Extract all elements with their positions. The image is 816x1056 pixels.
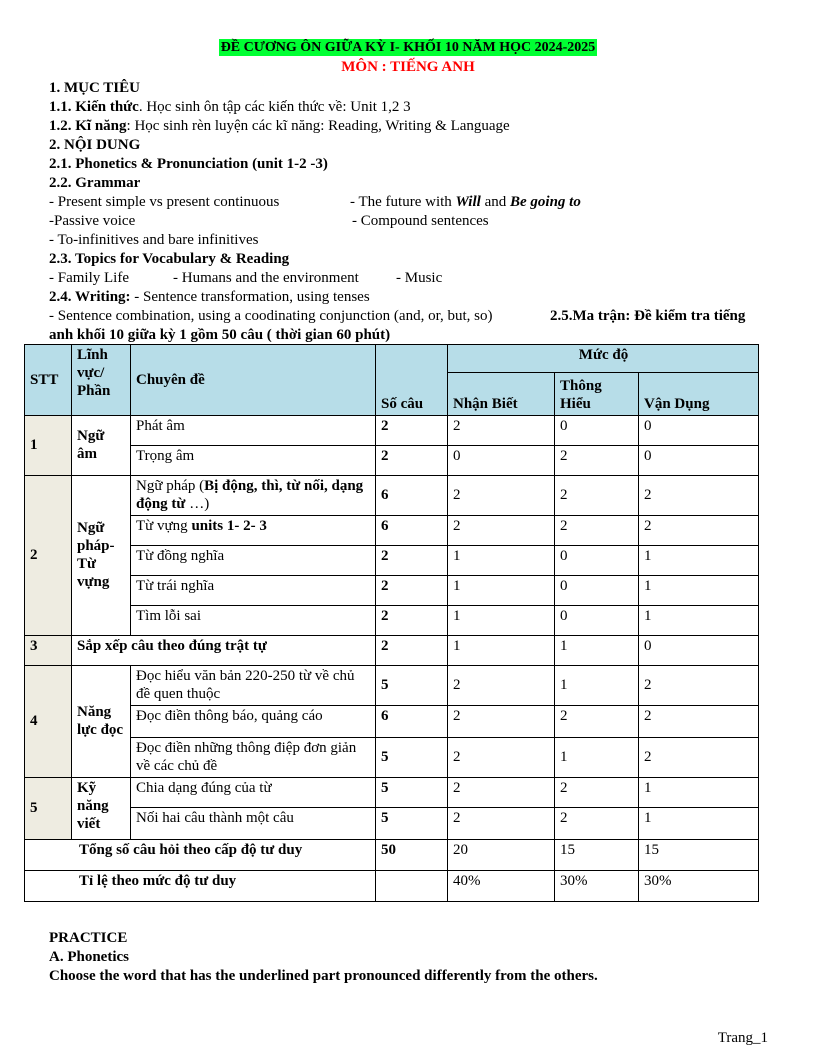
row-cell: 0 (555, 546, 639, 576)
row-cell: 2 (448, 666, 555, 706)
table-row (25, 808, 759, 840)
ratio-label: Tỉ lệ theo mức độ tư duy (25, 871, 376, 902)
row-cell: 2 (639, 476, 759, 516)
row-stt: 5 (25, 778, 72, 840)
row-topic: Trọng âm (131, 446, 376, 476)
row-cell: 2 (448, 416, 555, 446)
row-cell: 1 (448, 606, 555, 636)
practice-heading: PRACTICE (49, 930, 128, 946)
row-cell: 2 (639, 706, 759, 738)
row-cell: 2 (555, 516, 639, 546)
topic-item: - Humans and the environment (173, 270, 359, 286)
row-cell: 2 (555, 446, 639, 476)
heading-topics: 2.3. Topics for Vocabulary & Reading (49, 251, 290, 267)
row-cell: 1 (639, 778, 759, 808)
row-topic: Tìm lỗi sai (131, 606, 376, 636)
heading-phonetics: 2.1. Phonetics & Pronunciation (unit 1-2 -3) (49, 156, 328, 172)
row-count: 2 (376, 636, 448, 666)
table-row (25, 778, 759, 808)
header-topic: Chuyên đề (131, 345, 376, 416)
table-header-row (25, 345, 759, 373)
row-cell: 2 (448, 516, 555, 546)
row-topic: Từ vựng units 1- 2- 3 (131, 516, 376, 546)
ratio-count (376, 871, 448, 902)
row-cell: 2 (555, 778, 639, 808)
header-recognition: Nhận Biết (448, 373, 555, 416)
row-count: 6 (376, 516, 448, 546)
row-count: 5 (376, 666, 448, 706)
total-cell: 15 (555, 840, 639, 871)
heading-objectives: 1. MỤC TIÊU (49, 80, 140, 96)
grammar-item: - The future with Will and Be going to (350, 194, 581, 210)
row-topic: Từ trái nghĩa (131, 576, 376, 606)
row-cell: 2 (555, 476, 639, 516)
row-cell: 1 (639, 546, 759, 576)
objective-knowledge: 1.1. Kiến thức. Học sinh ôn tập các kiến thức về: Unit 1,2 3 (49, 99, 411, 115)
table-row (25, 576, 759, 606)
row-stt: 1 (25, 416, 72, 476)
row-cell: 0 (639, 636, 759, 666)
header-count: Số câu (376, 345, 448, 416)
row-stt: 3 (25, 636, 72, 666)
row-count: 5 (376, 738, 448, 778)
row-topic: Chia dạng đúng của từ (131, 778, 376, 808)
ratio-cell: 30% (555, 871, 639, 902)
ratio-cell: 40% (448, 871, 555, 902)
row-stt: 4 (25, 666, 72, 778)
grammar-item: - To-infinitives and bare infinitives (49, 232, 259, 248)
row-cell: 1 (639, 808, 759, 840)
topic-item: - Music (396, 270, 443, 286)
row-cell: 1 (639, 576, 759, 606)
objective-skills: 1.2. Kĩ năng: Học sinh rèn luyện các kĩ năng: Reading, Writing & Language (49, 118, 510, 134)
total-count: 50 (376, 840, 448, 871)
document-title-row (0, 38, 816, 56)
page-number: Trang_1 (717, 1030, 768, 1046)
row-count: 2 (376, 416, 448, 446)
header-level: Mức độ (448, 345, 759, 373)
subject-title: MÔN : TIẾNG ANH (341, 59, 475, 75)
topic-item: - Family Life (49, 270, 129, 286)
row-cell: 2 (448, 778, 555, 808)
row-cell: 0 (555, 416, 639, 446)
row-cell: 2 (448, 476, 555, 516)
row-topic: Đọc điền thông báo, quảng cáo (131, 706, 376, 738)
row-cell: 2 (639, 516, 759, 546)
subject-row (0, 58, 816, 76)
row-stt: 2 (25, 476, 72, 636)
table-row (25, 546, 759, 576)
row-topic: Đọc hiểu văn bản 220-250 từ về chủ đề quen thuộc (131, 666, 376, 706)
heading-grammar: 2.2. Grammar (49, 175, 141, 191)
total-cell: 15 (639, 840, 759, 871)
row-cell: 1 (555, 666, 639, 706)
table-row (25, 666, 759, 706)
row-cell: 2 (555, 706, 639, 738)
row-topic: Đọc điền những thông điệp đơn giản về các chủ đề (131, 738, 376, 778)
table-row (25, 606, 759, 636)
row-count: 2 (376, 446, 448, 476)
ratio-cell: 30% (639, 871, 759, 902)
table-row (25, 636, 759, 666)
row-count: 5 (376, 778, 448, 808)
writing-item: 2.4. Writing: - Sentence transformation, using tenses (49, 289, 370, 305)
row-cell: 0 (448, 446, 555, 476)
row-cell: 1 (639, 606, 759, 636)
row-cell: 2 (448, 738, 555, 778)
row-count: 6 (376, 476, 448, 516)
header-application: Vận Dụng (639, 373, 759, 416)
row-topic: Ngữ pháp (Bị động, thì, từ nối, dạng động từ …) (131, 476, 376, 516)
table-row (25, 476, 759, 516)
practice-section-a: A. Phonetics (49, 949, 129, 965)
row-cell: 2 (448, 808, 555, 840)
grammar-item: - Compound sentences (352, 213, 489, 229)
total-label: Tổng số câu hỏi theo cấp độ tư duy (25, 840, 376, 871)
row-cell: 1 (555, 738, 639, 778)
grammar-item: -Passive voice (49, 213, 136, 229)
table-ratio-row (25, 871, 759, 902)
heading-content: 2. NỘI DUNG (49, 137, 141, 153)
document-title: ĐỀ CƯƠNG ÔN GIỮA KỲ I- KHỐI 10 NĂM HỌC 2024-2025 (220, 40, 596, 55)
row-cell: 0 (555, 576, 639, 606)
row-count: 2 (376, 606, 448, 636)
row-count: 2 (376, 576, 448, 606)
row-cell: 2 (555, 808, 639, 840)
row-cell: 2 (448, 706, 555, 738)
header-understanding: Thông Hiểu (555, 373, 639, 416)
matrix-description: anh khối 10 giữa kỳ 1 gồm 50 câu ( thời gian 60 phút) (49, 327, 391, 343)
row-cell: 0 (639, 416, 759, 446)
grammar-item: - Present simple vs present continuous (49, 194, 280, 210)
table-total-row (25, 840, 759, 871)
writing-item: - Sentence combination, using a coodinating conjunction (and, or, but, so) (49, 308, 493, 324)
row-topic: Sắp xếp câu theo đúng trật tự (72, 636, 376, 666)
table-row (25, 416, 759, 446)
row-count: 6 (376, 706, 448, 738)
table-row (25, 706, 759, 738)
practice-instruction: Choose the word that has the underlined part pronounced differently from the others. (49, 968, 598, 984)
row-cell: 1 (448, 636, 555, 666)
row-cell: 1 (555, 636, 639, 666)
row-cell: 2 (639, 738, 759, 778)
row-topic: Nối hai câu thành một câu (131, 808, 376, 840)
row-cell: 0 (639, 446, 759, 476)
table-row (25, 738, 759, 778)
total-cell: 20 (448, 840, 555, 871)
row-topic: Phát âm (131, 416, 376, 446)
row-domain: Kỹ năng viết (72, 778, 131, 840)
row-domain: Ngữ pháp- Từ vựng (72, 476, 131, 636)
row-domain: Năng lực đọc (72, 666, 131, 778)
row-cell: 1 (448, 576, 555, 606)
table-row (25, 516, 759, 546)
row-count: 2 (376, 546, 448, 576)
row-count: 5 (376, 808, 448, 840)
row-topic: Từ đồng nghĩa (131, 546, 376, 576)
heading-matrix: 2.5.Ma trận: Đề kiểm tra tiếng (550, 308, 746, 324)
table-row (25, 446, 759, 476)
row-cell: 0 (555, 606, 639, 636)
header-domain: Lĩnh vực/ Phần (72, 345, 131, 416)
row-cell: 2 (639, 666, 759, 706)
row-cell: 1 (448, 546, 555, 576)
header-stt: STT (25, 345, 72, 416)
row-domain: Ngữ âm (72, 416, 131, 476)
exam-matrix-table (24, 344, 759, 902)
